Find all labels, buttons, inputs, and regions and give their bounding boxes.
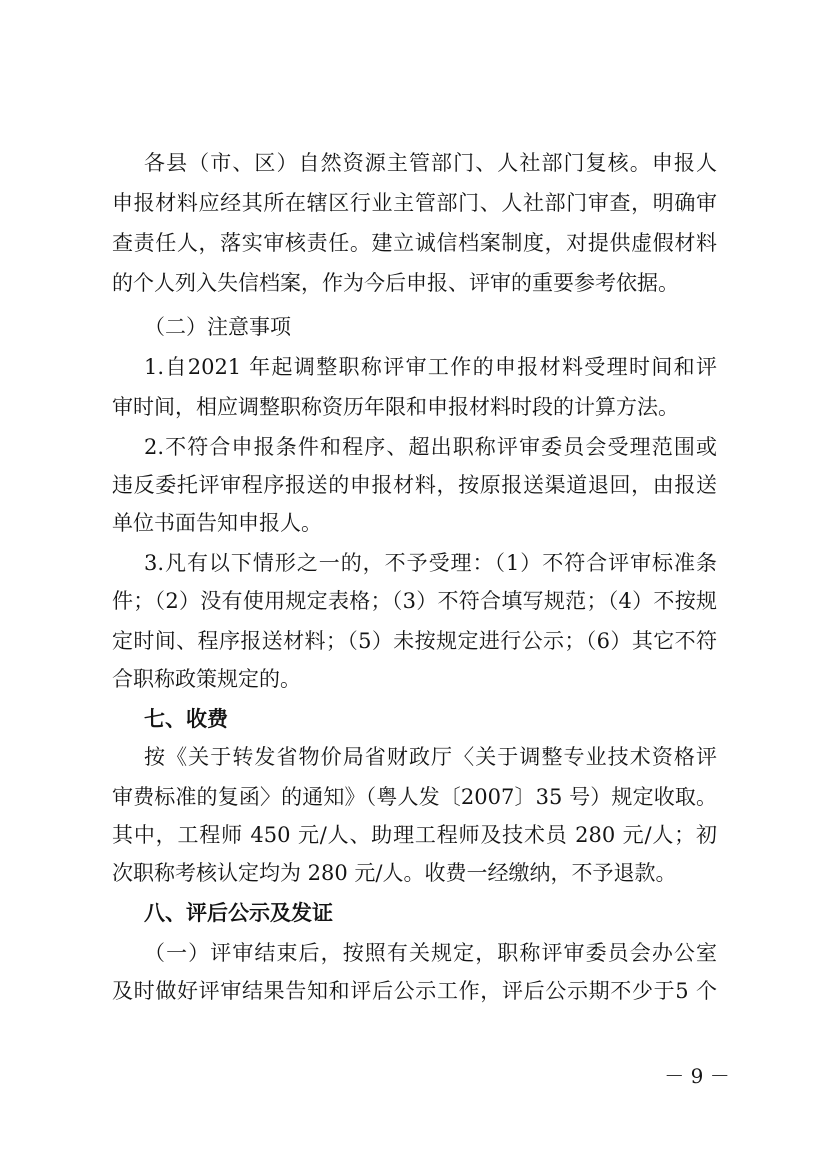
paragraph-line: 及时做好评审结果告知和评后公示工作，评后公示期不少于5 个 bbox=[112, 979, 717, 1003]
paragraph-line: 3.凡有以下情形之一的，不予受理：（1）不符合评审标准条 bbox=[144, 551, 717, 575]
paragraph-line: 1.自2021 年起调整职称评审工作的申报材料受理时间和评 bbox=[144, 355, 717, 379]
paragraph-line: 其中，工程师 450 元/人、助理工程师及技术员 280 元/人；初 bbox=[112, 823, 717, 847]
section-heading-fees: 七、收费 bbox=[144, 707, 228, 731]
page-number: － 9 － bbox=[664, 1064, 730, 1088]
paragraph-line: 的个人列入失信档案，作为今后申报、评审的重要参考依据。 bbox=[112, 271, 679, 295]
paragraph-line: 件；（2）没有使用规定表格；（3）不符合填写规范；（4）不按规 bbox=[112, 589, 717, 613]
paragraph-line: 单位书面告知申报人。 bbox=[112, 511, 322, 535]
section-heading-publicity: 八、评后公示及发证 bbox=[144, 901, 333, 925]
paragraph-line: 各县（市、区）自然资源主管部门、人社部门复核。申报人 bbox=[144, 151, 717, 175]
paragraph-line: 查责任人，落实审核责任。建立诚信档案制度，对提供虚假材料 bbox=[112, 231, 717, 255]
paragraph-line: 申报材料应经其所在辖区行业主管部门、人社部门审查，明确审 bbox=[112, 191, 717, 215]
paragraph-line: 定时间、程序报送材料；（5）未按规定进行公示；（6）其它不符 bbox=[112, 629, 717, 653]
paragraph-line: 审时间，相应调整职称资历年限和申报材料时段的计算方法。 bbox=[112, 395, 679, 419]
paragraph-line: 合职称政策规定的。 bbox=[112, 667, 301, 691]
paragraph-line: 次职称考核认定均为 280 元/人。收费一经缴纳，不予退款。 bbox=[112, 861, 677, 885]
paragraph-line: 2.不符合申报条件和程序、超出职称评审委员会受理范围或 bbox=[144, 435, 717, 459]
paragraph-line: 违反委托评审程序报送的申报材料，按原报送渠道退回，由报送 bbox=[112, 473, 717, 497]
paragraph-line: 审费标准的复函〉的通知》（粤人发〔2007〕35 号）规定收取。 bbox=[112, 785, 717, 809]
subsection-heading: （二）注意事项 bbox=[144, 315, 291, 339]
paragraph-line: （一）评审结束后，按照有关规定，职称评审委员会办公室 bbox=[144, 941, 717, 965]
paragraph-line: 按《关于转发省物价局省财政厅〈关于调整专业技术资格评 bbox=[144, 745, 717, 769]
